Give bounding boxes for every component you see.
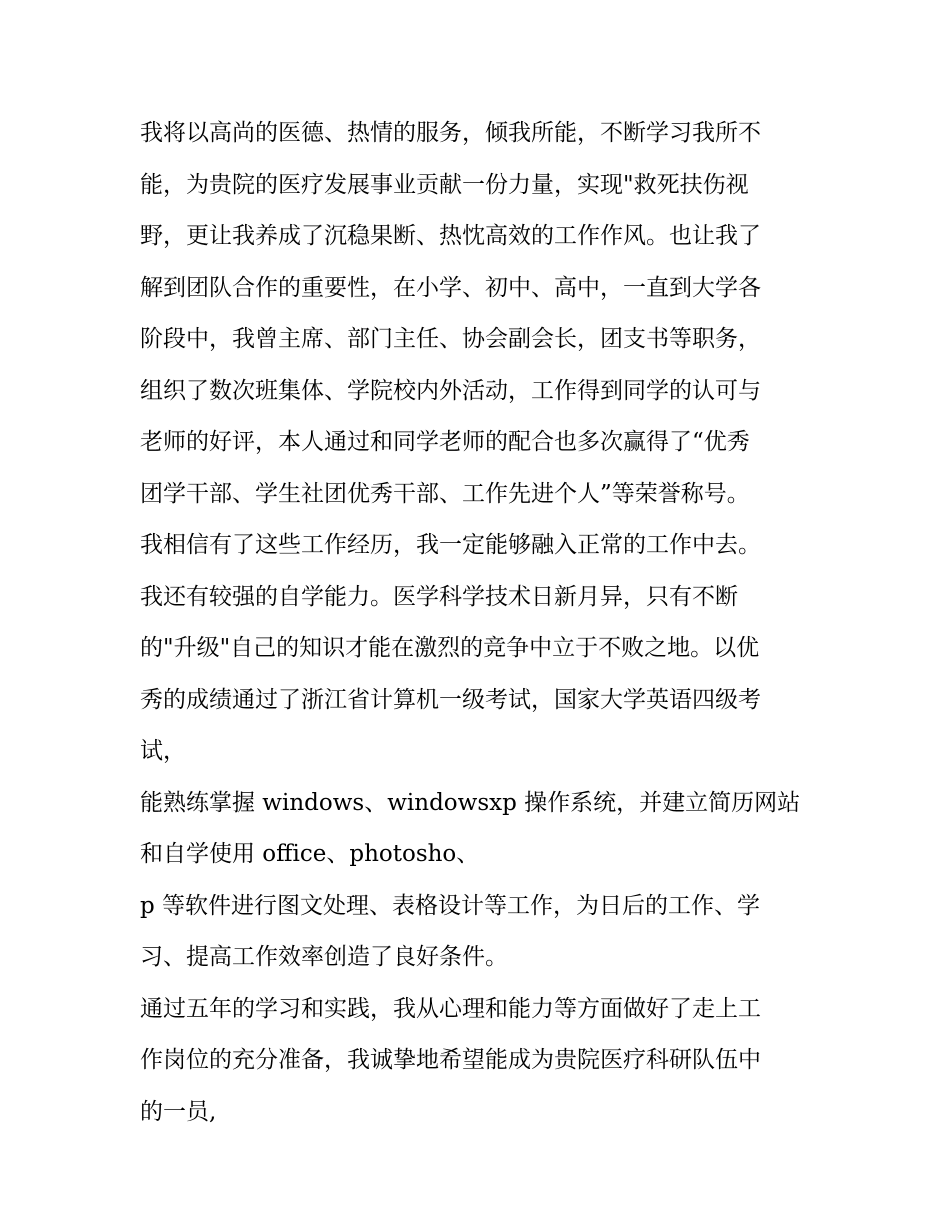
text-line-6: 组织了数次班集体、学院校内外活动，工作得到同学的认可与 xyxy=(140,377,761,404)
text-line-17: 习、提高工作效率创造了良好条件。 xyxy=(140,944,508,970)
text-line-8: 团学干部、学生社团优秀干部、工作先进个人”等荣誉称号。 xyxy=(140,480,750,507)
text-line-13: 试， xyxy=(140,738,186,764)
text-line-9: 我相信有了这些工作经历，我一定能够融入正常的工作中去。 xyxy=(140,532,761,558)
text-line-10: 我还有较强的自学能力。医学科学技术日新月异，只有不断 xyxy=(140,583,738,610)
text-line-2: 能，为贵院的医疗发展事业贡献一份力量，实现"救死扶伤视 xyxy=(140,171,749,198)
text-line-1: 我将以高尚的医德、热情的服务，倾我所能，不断学习我所不 xyxy=(140,120,761,146)
text-line-4: 解到团队合作的重要性，在小学、初中、高中，一直到大学各 xyxy=(140,274,761,301)
text-line-19: 作岗位的充分准备，我诚挚地希望能成为贵院医疗科研队伍中 xyxy=(140,1047,761,1073)
text-line-14: 能熟练掌握 windows、windowsxp 操作系统，并建立简历网站 xyxy=(140,789,801,816)
text-line-11: 的"升级"自己的知识才能在激烈的竞争中立于不败之地。以优 xyxy=(140,635,760,661)
text-line-12: 秀的成绩通过了浙江省计算机一级考试，国家大学英语四级考 xyxy=(140,686,761,713)
text-line-20: 的一员, xyxy=(140,1098,217,1125)
text-line-7: 老师的好评，本人通过和同学老师的配合也多次赢得了“优秀 xyxy=(140,429,750,455)
body-text xyxy=(140,108,820,1138)
text-line-3: 野，更让我养成了沉稳果断、热忱高效的工作作风。也让我了 xyxy=(140,223,761,249)
text-line-15: 和自学使用 office、photosho、 xyxy=(140,841,480,867)
text-line-16: p 等软件进行图文处理、表格设计等工作，为日后的工作、学 xyxy=(140,892,761,919)
text-line-18: 通过五年的学习和实践，我从心理和能力等方面做好了走上工 xyxy=(140,995,761,1022)
text-line-5: 阶段中，我曾主席、部门主任、协会副会长，团支书等职务， xyxy=(140,326,761,352)
